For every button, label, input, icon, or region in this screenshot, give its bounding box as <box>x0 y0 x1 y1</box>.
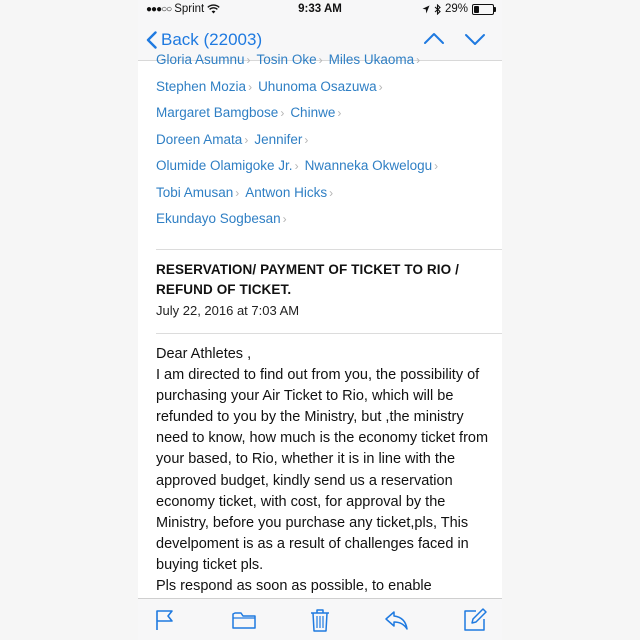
chevron-left-icon <box>146 31 157 49</box>
chevron-right-icon: › <box>416 53 421 67</box>
carrier-label: Sprint <box>174 3 205 15</box>
chevron-right-icon: › <box>280 106 285 120</box>
chevron-right-icon: › <box>329 185 334 200</box>
recipient-name[interactable]: Chinwe <box>290 105 336 120</box>
chevron-right-icon: › <box>244 132 249 147</box>
recipient-name[interactable]: Nwanneka Okwelogu <box>304 158 433 173</box>
bluetooth-icon <box>434 4 441 15</box>
battery-fill <box>474 6 479 13</box>
recipient-row <box>156 132 496 159</box>
chevron-right-icon: › <box>246 53 251 67</box>
back-label: Back (22003) <box>161 30 263 49</box>
recipient-name[interactable]: Antwon Hicks <box>245 184 328 200</box>
email-body-paragraph: I am directed to find out from you, the possibility of purchasing your Air Ticket to Rio, which will be refunded to you by the Ministry, but ,the ministry need to know, how much is the economy ticket from your based, to Rio, whether it is in line with the approved budget, kindly send us a reservation economy ticket, with cost, for approval by the Ministry, before you purchase any ticket,pls, This develpoment is as a result of challenges faced in buying ticket pls. <box>156 367 489 573</box>
recipient-name[interactable]: Jennifer <box>254 131 303 147</box>
header-divider <box>156 249 502 250</box>
chevron-right-icon: › <box>248 79 253 94</box>
chevron-right-icon: › <box>337 106 342 120</box>
recipient-name[interactable]: Ekundayo Sogbesan <box>156 211 281 226</box>
recipient-list <box>156 52 496 238</box>
recipient-row <box>156 158 496 185</box>
battery-percent: 29% <box>444 3 468 15</box>
battery-icon <box>472 4 494 15</box>
email-content <box>138 52 502 598</box>
email-body <box>156 344 492 597</box>
recipient-name[interactable]: Margaret Bamgbose <box>156 105 279 120</box>
folder-icon[interactable] <box>231 607 257 633</box>
chevron-up-icon[interactable] <box>422 28 446 50</box>
recipient-name[interactable]: Stephen Mozia <box>156 78 247 94</box>
recipient-row <box>156 185 496 212</box>
recipient-row <box>156 52 496 79</box>
trash-icon[interactable] <box>307 607 333 633</box>
chevron-right-icon: › <box>434 159 439 173</box>
location-icon <box>422 5 430 14</box>
chevron-right-icon: › <box>235 185 240 200</box>
chevron-right-icon: › <box>294 159 299 173</box>
recipient-row <box>156 79 496 106</box>
chevron-down-icon[interactable] <box>463 28 487 50</box>
recipient-name[interactable]: Gloria Asumnu <box>156 52 245 67</box>
status-time: 9:33 AM <box>298 3 342 15</box>
recipient-row <box>156 211 496 238</box>
chevron-right-icon: › <box>304 132 309 147</box>
status-bar <box>138 0 502 20</box>
email-subject: RESERVATION/ PAYMENT OF TICKET TO RIO / REFUND OF TICKET. <box>156 262 459 297</box>
subject-divider <box>156 333 502 334</box>
recipient-name[interactable]: Uhunoma Osazuwa <box>258 78 377 94</box>
recipient-name[interactable]: Olumide Olamigoke Jr. <box>156 158 293 173</box>
chevron-right-icon: › <box>318 53 323 67</box>
status-right-group <box>422 3 494 15</box>
recipient-name[interactable]: Tobi Amusan <box>156 184 234 200</box>
flag-icon[interactable] <box>152 607 178 633</box>
compose-icon[interactable] <box>462 607 488 633</box>
email-greeting: Dear Athletes , <box>156 346 252 362</box>
signal-icon: ●●●○○ <box>146 3 172 15</box>
chevron-right-icon: › <box>282 212 287 226</box>
recipient-row <box>156 105 496 132</box>
back-button[interactable] <box>146 30 262 50</box>
recipient-name[interactable]: Miles Ukaoma <box>328 52 415 67</box>
recipient-name[interactable]: Tosin Oke <box>256 52 317 67</box>
chevron-right-icon: › <box>378 79 383 94</box>
email-closing: Pls respond as soon as possible, to enable <box>156 578 432 595</box>
recipient-name[interactable]: Doreen Amata <box>156 131 243 147</box>
email-date: July 22, 2016 at 7:03 AM <box>156 303 300 318</box>
phone-screen <box>138 0 502 640</box>
reply-icon[interactable] <box>383 607 409 633</box>
bottom-toolbar <box>138 598 502 640</box>
